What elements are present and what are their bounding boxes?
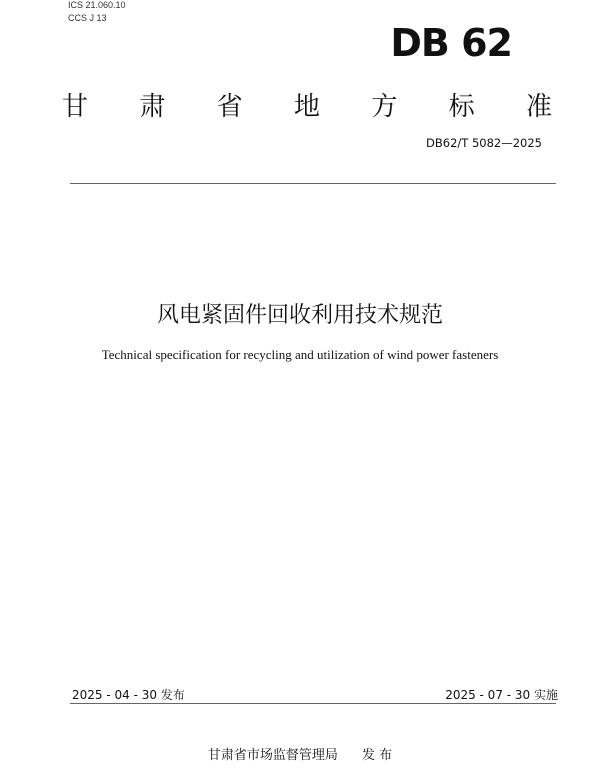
document-title-en: Technical specification for recycling and utilization of wind power fasteners (101, 347, 499, 362)
bottom-divider (70, 703, 556, 704)
document-title-zh: 风电紧固件回收利用技术规范 (156, 303, 443, 328)
standard-type-char: 肃 (139, 92, 166, 122)
db-standard-mark: DB 62 (390, 21, 512, 65)
standard-number: DB62/T 5082—2025 (426, 136, 542, 150)
standard-type-char: 地 (293, 92, 320, 122)
implementation-date: 2025 - 07 - 30 实施 (445, 688, 558, 702)
top-divider (70, 183, 556, 184)
standard-type-char: 甘 (62, 92, 89, 122)
issuing-authority (0, 744, 600, 763)
standard-type-char: 准 (525, 92, 552, 122)
issue-date: 2025 - 04 - 30 发布 (72, 688, 185, 702)
issuer-name: 甘肃省市场监督管理局 (207, 748, 338, 763)
ccs-code: CCS J 13 (68, 13, 107, 23)
standard-type-title (62, 86, 552, 123)
standard-type-char: 方 (371, 92, 398, 122)
standard-type-char: 省 (216, 92, 243, 122)
ics-code: ICS 21.060.10 (68, 0, 126, 10)
issuer-action: 发 布 (361, 748, 393, 763)
standard-type-char: 标 (448, 92, 475, 122)
